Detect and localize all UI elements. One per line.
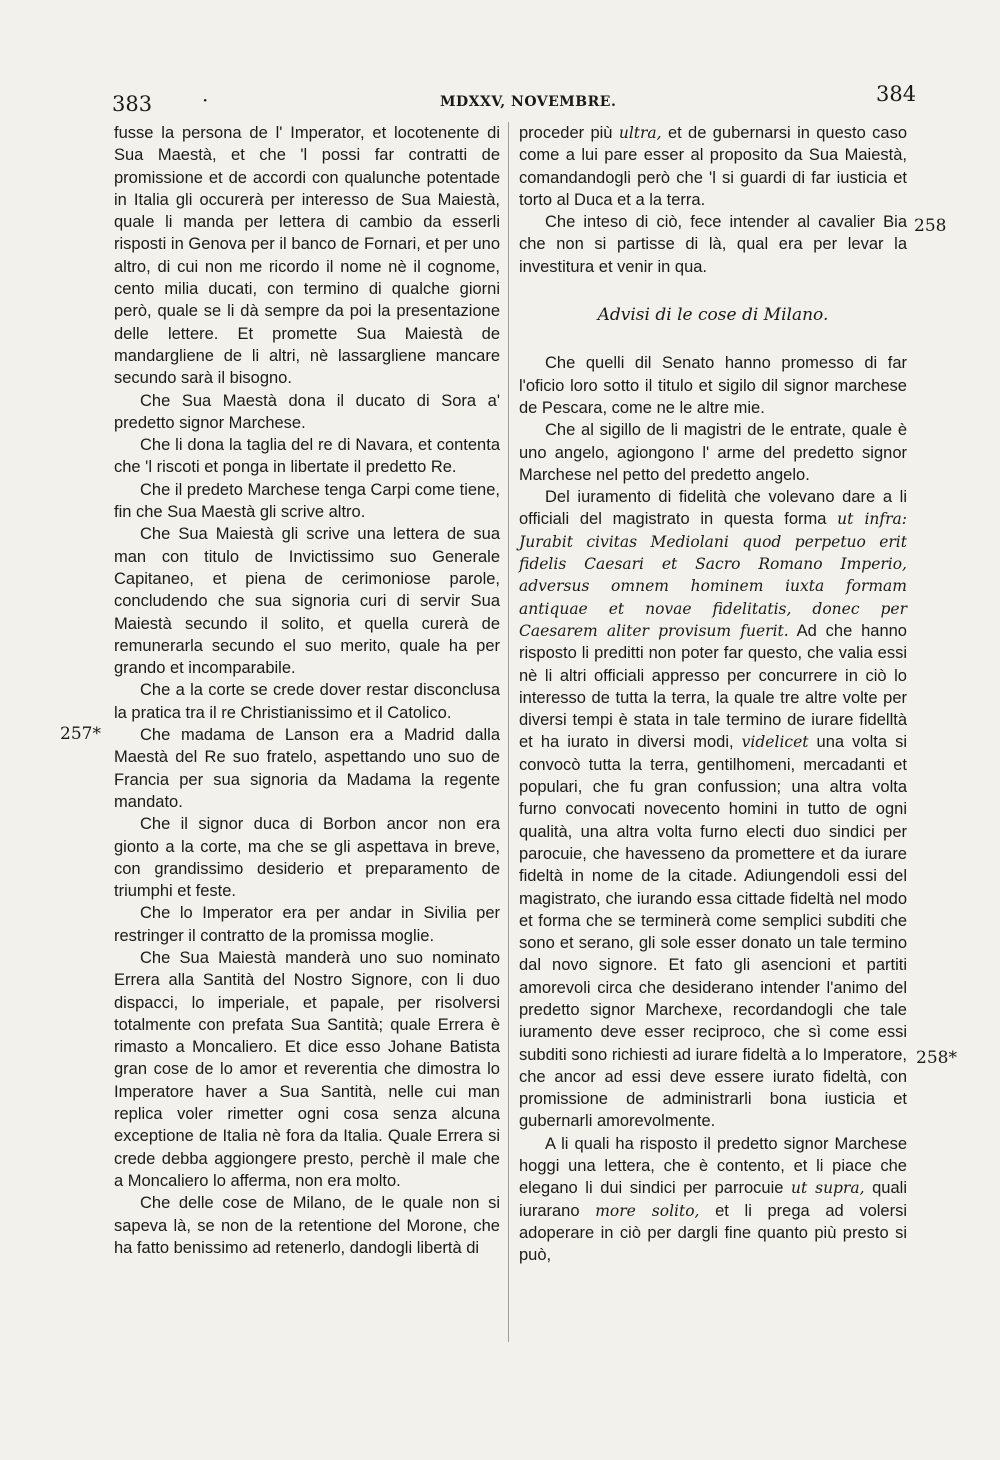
column-divider: [508, 122, 509, 1342]
margin-note-258-star: 258*: [916, 1048, 957, 1068]
text-run: et li prega ad volersi adoperare in ciò per dargli fine quanto più presto si può,: [519, 1201, 908, 1265]
left-page-number: 383: [112, 92, 153, 116]
paragraph: Che Sua Maiestà manderà uno suo nominato Errera alla Santità del Nostro Signore, con li duo dispacci, lo imperiale, et papale, per risolversi totalmente con prefata Sua Santità; quale Errera è rimasto a Moncaliero. Et dice esso Johane Batista gran cose de lo amor et reverentia che dimostra lo Imperatore haver a Sua Santità, nelle cui man replica voler rimetter ogni cosa senza alcuna exceptione de Italia nè fora da Italia. Quale Errera si crede debba aggiongere presto, perchè il male che a Moncaliero lo afferma, non era molto.: [114, 948, 500, 1190]
italic-text: videlicet: [741, 733, 809, 752]
text-run: una volta si convocò tutta la terra, gentilhomeni, mercadanti et populari, che fu gran confussion; una altra volta furno convocati novecento homini in tutto de ogni qualità, una altra volta furno electi duo sindici per parocuie, che havesseno da promettere et da iurare fideltà in nome de la citade. Adiungendoli essi del magistrato, che iurando essa cittade fideltà nel modo et forma che se terminerà come semplici subditi che sono et serano, gli sole esser donato un tale termino dal novo signore. Et fato gli asencioni et partiti amorevoli circa che desiderano intender l'animo del predetto signor Marchexe, recordandogli che tale iuramento deve esser reciproco, che sì come essi subditi sono richiesti ad iurare fideltà a lo Imperatore, che ancor ad essi deve essere iurato fideltà, con promissione de administrarli bona iusticia et gubernarli amorevolmente.: [519, 733, 907, 1131]
paragraph: Che delle cose de Milano, de le quale non si sapeva là, se non de la retentione del Morone, che ha fatto benissimo ad retenerlo, dandogli libertà di: [114, 1194, 500, 1257]
margin-note-258: 258: [914, 216, 947, 236]
header-dot: ·: [202, 88, 209, 112]
paragraph: Che il predeto Marchese tenga Carpi come tiene, fin che Sua Maestà gli scrive altro.: [114, 480, 500, 522]
paragraph: Che madama de Lanson era a Madrid dalla Maestà del Re suo fratelo, aspettando uno suo de Francia per sua signoria da Madama la regente mandato.: [114, 726, 500, 811]
margin-note-257: 257*: [60, 724, 101, 744]
running-title: MDXXV, NOVEMBRE.: [440, 94, 617, 110]
paragraph: Che Sua Maiestà gli scrive una lettera de sua man con titulo de Invictissimo suo Generale Capitaneo, et piena de cerimoniose parole, concludendo che sua signoria curi di servir Sua Maiestà secundo il solito, et quella curerà de remunerarla secundo el suo merito, quale ha per grando et incomparabile.: [114, 525, 500, 678]
text-run: A li quali ha risposto il predetto signor Marchese hoggi una lettera, che è contento, et li piace che elegano li dui sindici per parrocuie: [519, 1134, 907, 1198]
paragraph: Che inteso di ciò, fece intender al cavalier Bia che non si partisse di là, qual era per levar la investitura et venir in qua.: [519, 213, 907, 276]
paragraph: [519, 122, 907, 211]
text-run: Del iuramento di fidelità che volevano dare a li officiali del magistrato in questa forma: [519, 488, 907, 529]
italic-text: ut supra,: [790, 1179, 865, 1198]
paragraph: Che Sua Maestà dona il ducato di Sora a' predetto signor Marchese.: [114, 391, 500, 432]
paragraph: Che lo Imperator era per andar in Sivilia per restringer il contratto de la promissa moglie.: [114, 904, 500, 945]
text-run: et de gubernarsi in questo caso come a lui pare esser al proposito da Sua Maiestà, comandandogli però che 'l si guardi di far iusticia et torto al Duca et a la terra.: [519, 124, 907, 209]
paragraph: Che li dona la taglia del re di Navara, et contenta che 'l riscoti et ponga in libertate il predetto Re.: [114, 436, 500, 477]
section-heading: Advisi di le cose di Milano.: [597, 305, 829, 326]
right-column: [519, 122, 907, 1267]
text-run: proceder più: [519, 124, 619, 142]
italic-text: more solito,: [595, 1201, 700, 1220]
text-run: Ad che hanno risposto li preditti non poter far questo, che valia essi nè li altri officiali appresso per concurrere in ciò lo interesso de tutta la terra, la quale tre altre volte per diversi tempi è stata in tale termino de iurare fidelltà et ha iurato in diversi modi,: [519, 621, 907, 752]
paragraph: Che quelli dil Senato hanno promesso di far l'oficio loro sotto il titulo et sigilo dil signor marchese de Pescara, come ne le altre mie.: [519, 354, 907, 417]
paragraph: Che al sigillo de li magistri de le entrate, quale è uno angelo, agiongono l' arme del predetto signor Marchese nel petto del predetto angelo.: [519, 421, 907, 484]
paragraph: [519, 1133, 907, 1267]
paragraph: Che a la corte se crede dover restar disconclusa la pratica tra il re Christianissimo et il Catolico.: [114, 681, 500, 722]
left-column: [114, 122, 500, 1259]
page-header: [0, 78, 1000, 118]
paragraph: Che il signor duca di Borbon ancor non era gionto a la corte, ma che se gli aspettava in breve, con grandissimo desiderio et preparamento de triumphi et feste.: [114, 815, 500, 901]
paragraph: fusse la persona de l' Imperator, et locotenente di Sua Maestà, et che 'l possi far contratti de promissione et de accordi con qualunche potentade in Italia gli occurerà per interesso de Sua Maiestà, quale li manda per lettera di cambio da esserli risposti in Genova per il banco de Fornari, et per uno altro, di cui non me ricordo il nome nè il cognome, cento milia ducati, con termino di qualche giorni però, quale se li dà sempre da poi la presentazione delle lettere. Et promette Sua Maiestà de mandargliene de li altri, nè lassargliene mancare secundo sarà il bisogno.: [114, 124, 500, 388]
italic-text: ultra,: [618, 124, 662, 142]
paragraph: [519, 486, 907, 1133]
italic-text: ut infra: Jurabit civitas Mediolani quod perpetuo erit fidelis Caesari et Sacro Romano Imperio, adversus omnem hominem iuxta formam antiquae et novae fidelitatis, donec per Caesarem aliter provisum fuerit.: [519, 510, 907, 640]
right-page-number: 384: [876, 82, 917, 106]
text-run: quali iurarano: [519, 1179, 907, 1220]
